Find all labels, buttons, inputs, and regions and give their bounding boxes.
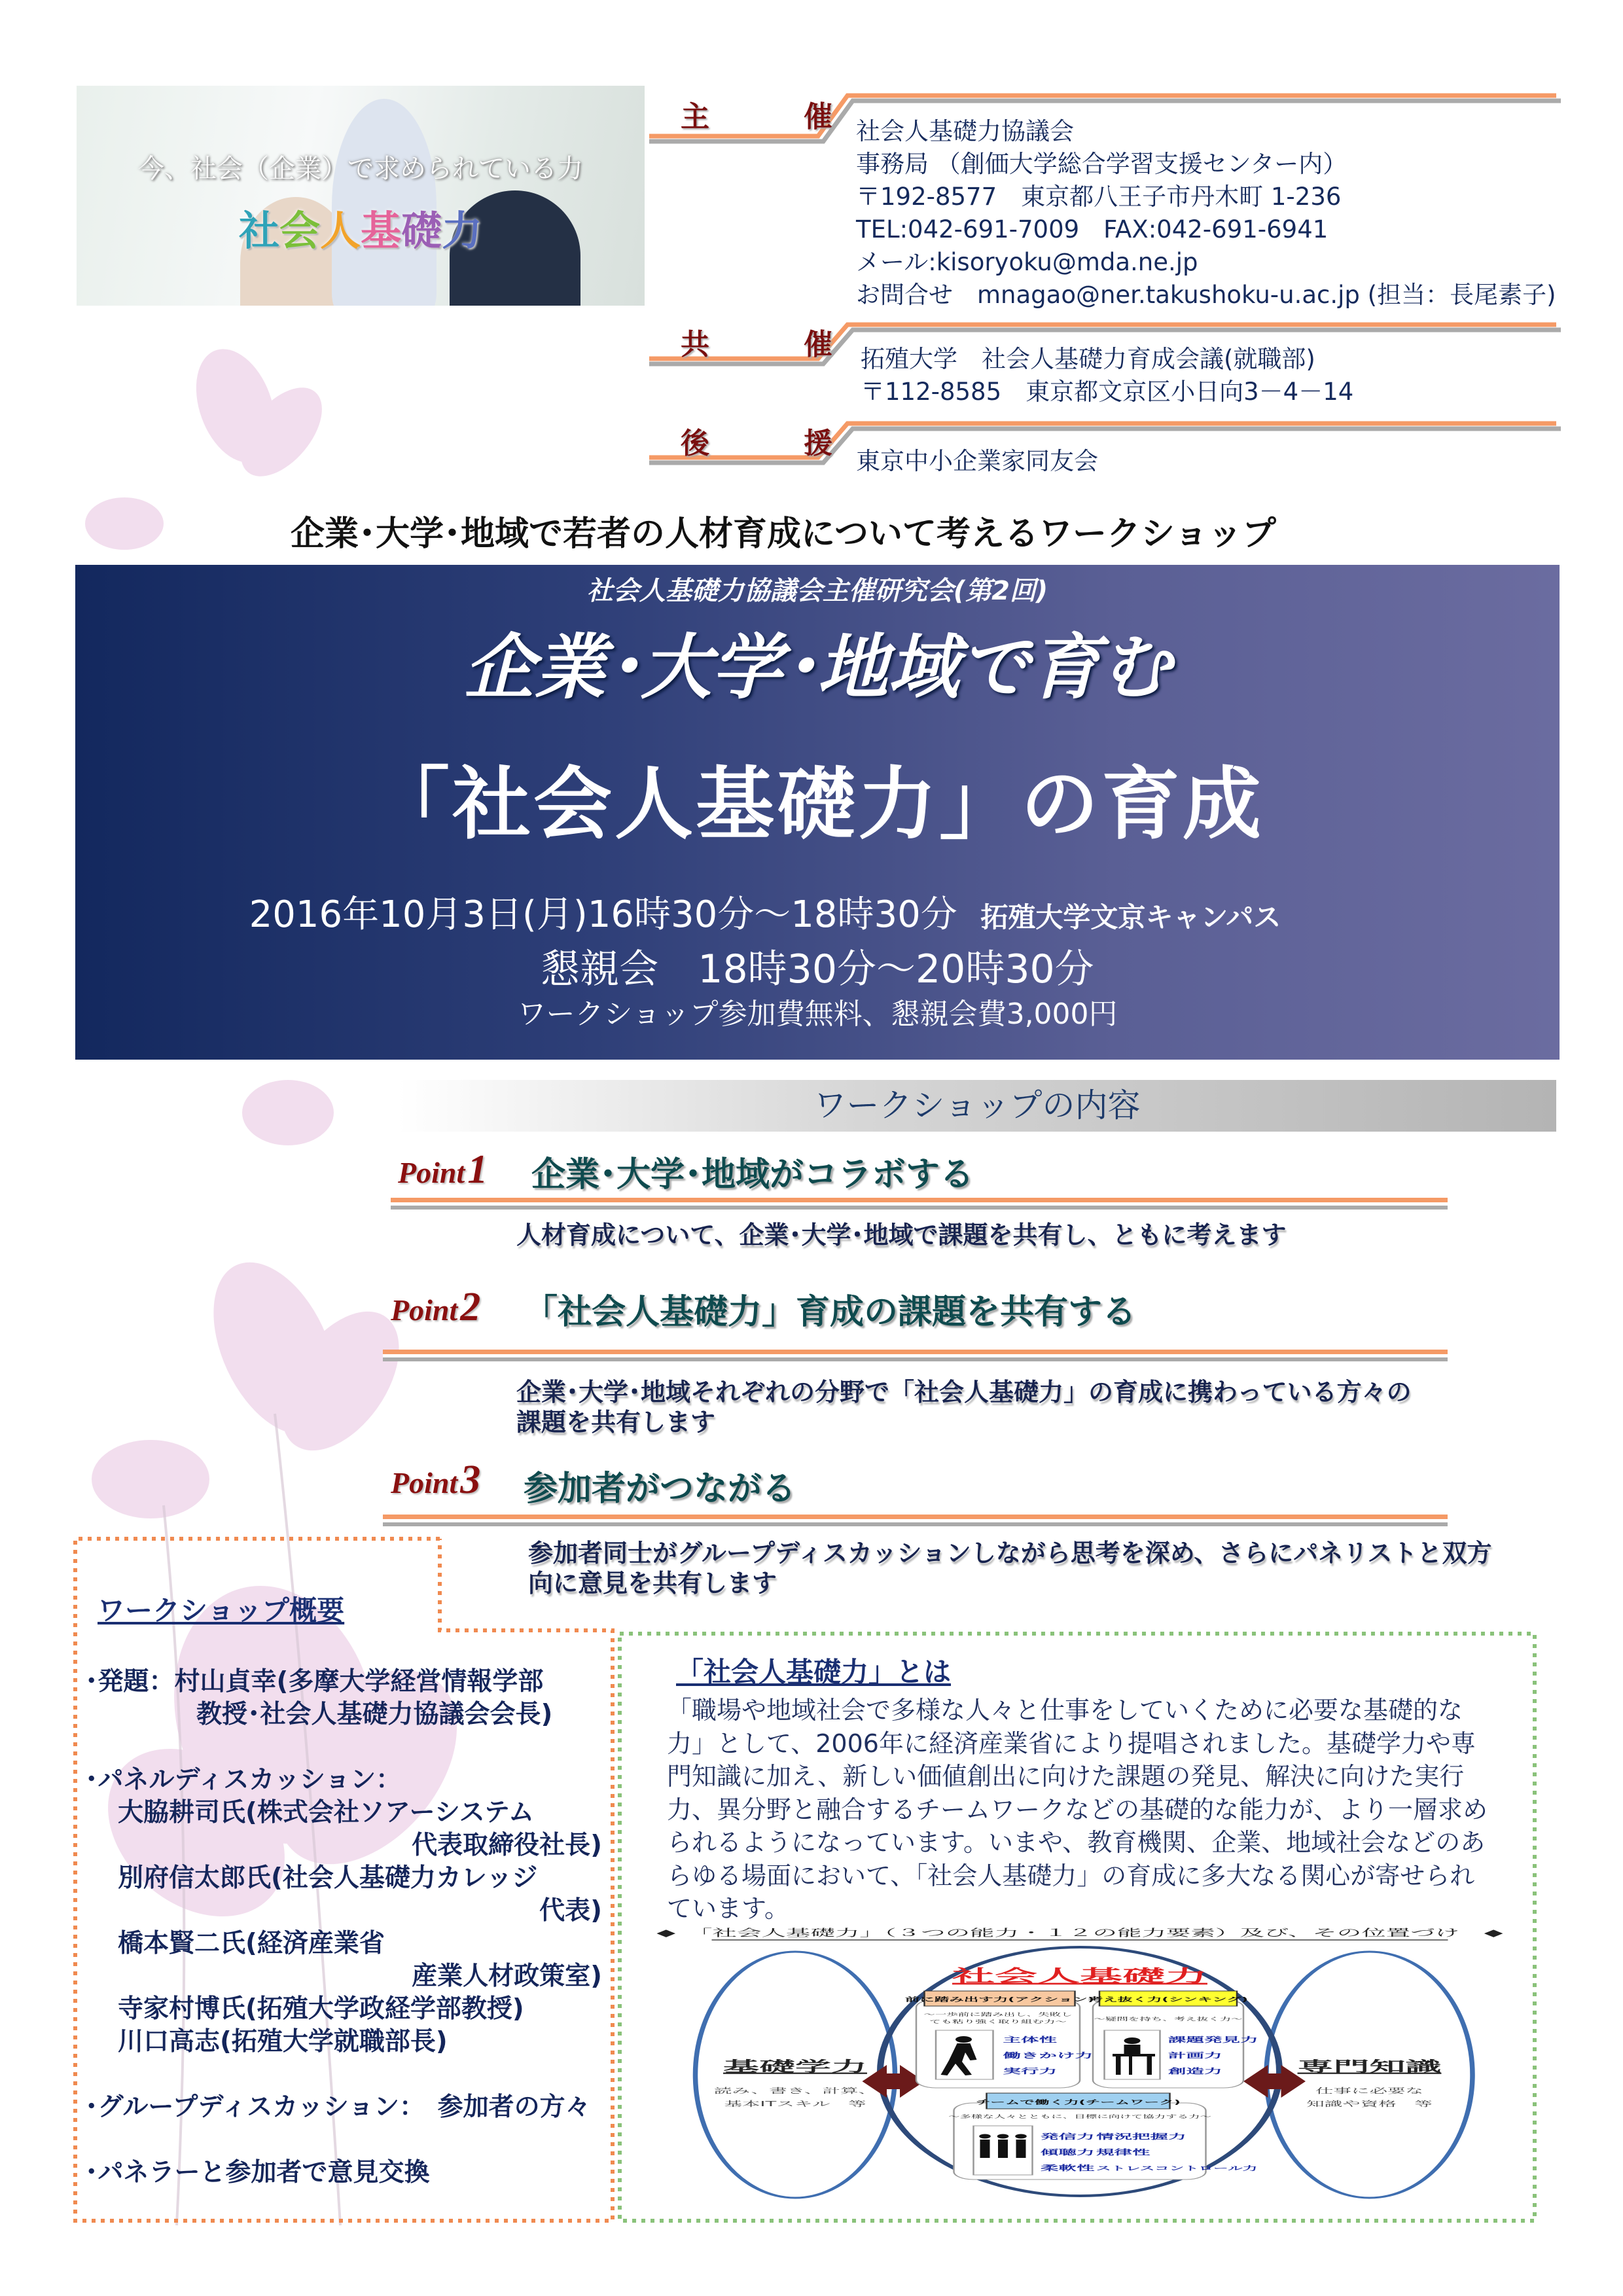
thinking-item: 計画力 bbox=[1168, 2051, 1222, 2060]
basic-skills-title: 基礎学力 bbox=[723, 2058, 867, 2075]
team-item: ストレスコントロール力 bbox=[1096, 2165, 1258, 2172]
label-co-organizer: 共 催 bbox=[681, 328, 865, 361]
info-line: 事務局 （創価大学総合学習支援センター内） bbox=[856, 150, 1347, 178]
contact-email-link[interactable]: お問合せ mnagao@ner.takushoku-u.ac.jp (担当：長尾素子) bbox=[856, 281, 1556, 309]
overview-line: 橋本賢二氏(経済産業省 bbox=[118, 1929, 385, 1958]
thinking-item: 課題発見力 bbox=[1168, 2036, 1258, 2044]
expertise-sub: 仕事に必要な bbox=[1315, 2087, 1423, 2095]
point-1-label: Point 1 bbox=[398, 1147, 488, 1192]
info-line: 〒192-8577 東京都八王子市丹木町 1-236 bbox=[856, 183, 1342, 211]
team-item: 情況把握力 bbox=[1096, 2132, 1186, 2141]
info-line: TEL:042-691-7009 FAX:042-691-6941 bbox=[856, 215, 1329, 243]
team-people-icon bbox=[979, 2134, 1027, 2159]
series-label: 社会人基礎力協議会主催研究会(第2回) bbox=[586, 576, 1048, 606]
thinking-header: 考え抜く力(シンキング) bbox=[1088, 1996, 1249, 2003]
action-desc: ～一歩前に踏み出し、失敗し bbox=[923, 2012, 1073, 2018]
point-1-heading: 企業･大学･地域がコラボする bbox=[531, 1155, 974, 1194]
banner-title-1: 企業･大学･地域で育む bbox=[463, 627, 1171, 709]
action-header: 前に踏み出す力(アクション) bbox=[904, 1996, 1095, 2003]
logo-char: 力 bbox=[442, 207, 483, 255]
action-item: 働きかけ力 bbox=[1003, 2051, 1093, 2060]
point-2-label: Point 2 bbox=[391, 1285, 481, 1329]
team-desc: ～多様な人々とともに、目標に向けて協力する力～ bbox=[948, 2114, 1212, 2120]
event-subtitle: 企業･大学･地域で若者の人材育成について考えるワークショップ bbox=[291, 514, 1276, 554]
team-header: チームで働く力(チームワーク) bbox=[976, 2099, 1181, 2106]
expertise-title: 専門知識 bbox=[1297, 2058, 1442, 2075]
expertise-sub: 知識や資格 等 bbox=[1306, 2100, 1433, 2108]
logo-char: 人 bbox=[319, 207, 361, 255]
point-1-desc: 人材育成について、企業･大学･地域で課題を共有し、ともに考えます bbox=[516, 1221, 1287, 1249]
about-body: 「職場や地域社会で多様な人々と仕事をしていくために必要な基礎的な力」として、2006年に経済産業省により提唱されました。基礎学力や専門知識に加え、新しい価値創出に向けた課題の発見、解決に向けた実行力、異分野と融合するチームワークなどの基礎的な能力が、より一層求められるようになっています。いまや、教育機関、企業、地域社会などのあらゆる場面において、「社会人基礎力」の育成に多大なる関心が寄せられています。 bbox=[667, 1696, 1488, 1923]
overview-line: 代表取締役社長) bbox=[412, 1831, 602, 1860]
overview-line: 寺家村博氏(拓殖大学政経学部教授) bbox=[118, 1994, 524, 2024]
about-section bbox=[667, 1651, 1493, 1926]
basic-skills-sub: 基本ITスキル 等 bbox=[724, 2100, 866, 2108]
point-3-desc: 参加者同士がグループディスカッションしながら思考を深め、さらにパネリストと双方 向に意見を共有します bbox=[528, 1539, 1492, 1598]
diagram-caption: ◆ 「社会人基礎力」（３つの能力・１２の能力要素）及び、その位置づけ ◆ bbox=[656, 1926, 1503, 1939]
overview-line: ･パネラーと参加者で意見交換 bbox=[85, 2158, 430, 2187]
overview-line: 代表) bbox=[539, 1896, 602, 1926]
datetime-text: 2016年10月3日(月)16時30分～18時30分 bbox=[249, 893, 957, 936]
info-line: 拓殖大学 社会人基礎力育成会議(就職部) bbox=[861, 345, 1315, 373]
fee-info: ワークショップ参加費無料、懇親会費3,000円 bbox=[517, 997, 1118, 1031]
info-line: 社会人基礎力協議会 bbox=[856, 117, 1074, 145]
thinking-desc: ～疑問を持ち、考え抜く力～ bbox=[1094, 2017, 1243, 2022]
team-item: 柔軟性 bbox=[1041, 2164, 1095, 2172]
party-time: 懇親会 18時30分～20時30分 bbox=[541, 946, 1094, 992]
overview-line: ･グループディスカッション： 参加者の方々 bbox=[85, 2092, 591, 2122]
overview-line: ･パネルディスカッション： bbox=[85, 1765, 402, 1795]
overview-line: ･発題：村山貞幸(多摩大学経営情報学部 bbox=[85, 1667, 544, 1696]
team-item: 傾聴力 bbox=[1041, 2148, 1095, 2157]
label-supporter: 後 援 bbox=[681, 427, 865, 460]
overview-line: 川口高志(拓殖大学就職部長) bbox=[118, 2027, 448, 2056]
action-item: 実行力 bbox=[1003, 2067, 1057, 2075]
skills-diagram bbox=[654, 1918, 1505, 2212]
point-3-label: Point 3 bbox=[391, 1458, 481, 1502]
core-title: 社会人基礎力 bbox=[952, 1965, 1207, 1986]
overview-title: ワークショップ概要 bbox=[98, 1594, 345, 1626]
point-2-heading: 「社会人基礎力」育成の課題を共有する bbox=[524, 1293, 1137, 1332]
about-title: 「社会人基礎力」とは bbox=[676, 1656, 952, 1688]
logo-char: 社 bbox=[238, 207, 279, 255]
hero-tagline: 今、社会（企業）で求められている力 bbox=[138, 154, 583, 184]
overview-line: 教授･社会人基礎力協議会会長) bbox=[196, 1700, 553, 1729]
overview-list bbox=[85, 1666, 602, 2189]
point-2-desc: 企業･大学･地域それぞれの分野で「社会人基礎力」の育成に携わっている方々の 課題を共有します bbox=[516, 1378, 1412, 1437]
email-link[interactable]: メール:kisoryoku@mda.ne.jp bbox=[856, 248, 1198, 276]
banner-title-2: 「社会人基礎力」の育成 bbox=[371, 759, 1264, 850]
logo-char: 会 bbox=[279, 207, 320, 255]
action-desc: ても粘り強く取り組む力～ bbox=[929, 2019, 1067, 2025]
info-line: 東京中小企業家同友会 bbox=[856, 447, 1098, 475]
team-item: 発信力 bbox=[1041, 2132, 1095, 2141]
overview-line: 産業人材政策室) bbox=[412, 1962, 602, 1991]
overview-line: 別府信太郎氏(社会人基礎力カレッジ bbox=[118, 1863, 538, 1893]
point-3-heading: 参加者がつながる bbox=[524, 1469, 796, 1509]
basic-skills-sub: 読み、書き、計算、 bbox=[714, 2087, 876, 2095]
label-organizer: 主 催 bbox=[681, 100, 865, 134]
action-item: 主体性 bbox=[1003, 2036, 1057, 2044]
logo-char: 基 bbox=[361, 207, 402, 255]
venue-text: 拓殖大学文京キャンパス bbox=[980, 901, 1281, 933]
contents-header: ワークショップの内容 bbox=[398, 1080, 1556, 1132]
overview-line: 大脇耕司氏(株式会社ソアーシステム bbox=[118, 1798, 534, 1827]
logo-char: 礎 bbox=[401, 207, 442, 255]
team-item: 規律性 bbox=[1096, 2148, 1150, 2157]
info-line: 〒112-8585 東京都文京区小日向3－4－14 bbox=[861, 378, 1354, 406]
thinking-item: 創造力 bbox=[1168, 2067, 1222, 2075]
